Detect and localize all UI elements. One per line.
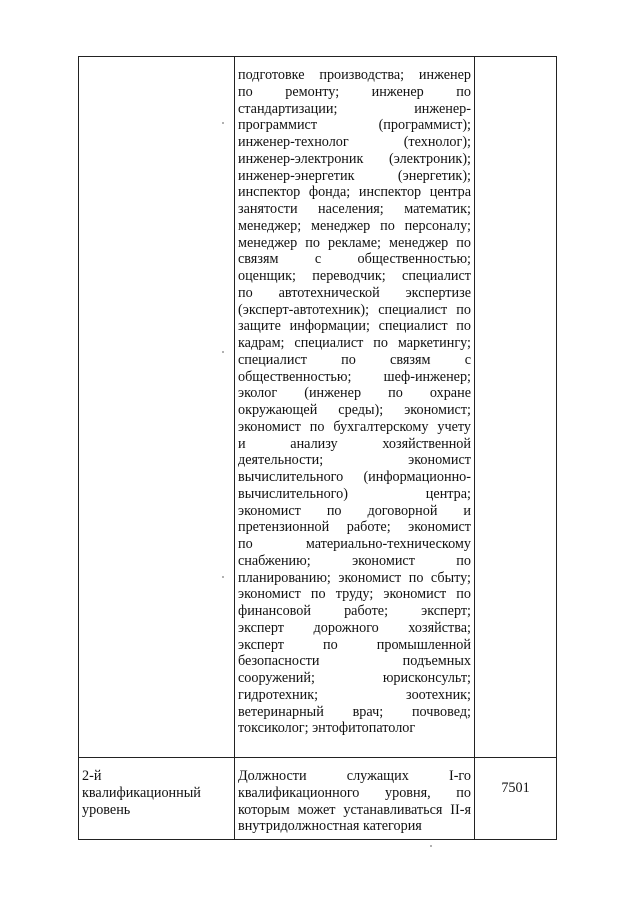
positions-cell <box>235 758 475 840</box>
table-row <box>79 758 557 840</box>
text-line: деятельности; экономист <box>238 452 471 469</box>
level-cell <box>79 758 235 840</box>
text-line: специалист по связям с <box>238 351 471 368</box>
text-line: программист (программист); <box>238 117 471 134</box>
text-line: экономист по бухгалтерскому учету <box>238 418 471 435</box>
scan-speck <box>222 576 224 578</box>
level-line: уровень <box>82 801 131 818</box>
text-line: инженер-технолог (технолог); <box>238 134 471 150</box>
text-line: инженер-электроник (электроник); <box>238 150 471 167</box>
text-line: менеджер по рекламе; менеджер по <box>238 234 471 251</box>
text-line: вычислительного (информационно- <box>238 469 471 485</box>
text-line: по материально-техническому <box>238 536 471 552</box>
table-row <box>79 57 557 758</box>
text-line: токсиколог; энтофитопатолог <box>238 720 416 737</box>
text-line: планированию; экономист по сбыту; <box>238 569 471 586</box>
text-line: стандартизации; инженер- <box>238 100 471 117</box>
text-line: экономист по договорной и <box>238 502 471 519</box>
text-line: претензионной работе; экономист <box>238 519 471 536</box>
level-cell-empty <box>79 57 235 758</box>
qualification-table <box>78 56 557 840</box>
scan-speck <box>222 122 224 124</box>
level-line: 2-й <box>82 768 102 784</box>
scan-speck <box>222 351 224 353</box>
text-line: менеджер; менеджер по персоналу; <box>238 217 471 234</box>
text-line: связям с общественностью; <box>238 251 471 268</box>
text-line: эколог (инженер по охране <box>238 385 471 402</box>
text-line: (эксперт-автотехник); специалист по <box>238 301 471 318</box>
positions-list <box>235 57 474 741</box>
text-line: оценщик; переводчик; специалист <box>238 268 471 284</box>
text-line: занятости населения; математик; <box>238 201 471 217</box>
text-line: кадрам; специалист по маркетингу; <box>238 335 471 351</box>
positions-cell <box>235 57 475 758</box>
text-line: вычислительного) центра; <box>238 485 471 502</box>
qualification-level <box>79 758 234 822</box>
text-line: подготовке производства; инженер <box>238 67 471 83</box>
positions-description <box>235 758 474 839</box>
salary-code: 7501 <box>501 780 530 796</box>
text-line: эксперт по промышленной <box>238 636 471 653</box>
text-line: ветеринарный врач; почвовед; <box>238 703 471 720</box>
text-line: эксперт дорожного хозяйства; <box>238 619 471 636</box>
text-line: экономист по труду; экономист по <box>238 586 471 603</box>
text-line: сооружений; юрисконсульт; <box>238 670 471 686</box>
scan-speck <box>430 845 432 847</box>
text-line: окружающей среды); экономист; <box>238 402 471 418</box>
text-line: внутридолжностная категория <box>238 818 422 835</box>
text-line: инспектор фонда; инспектор центра <box>238 184 471 201</box>
text-line: которым может устанавливаться II-я <box>238 801 471 818</box>
text-line: гидротехник; зоотехник; <box>238 686 471 703</box>
text-line: квалификационного уровня, по <box>238 784 471 801</box>
level-line: квалификационный <box>82 784 201 801</box>
text-line: по автотехнической экспертизе <box>238 284 471 301</box>
text-line: инженер-энергетик (энергетик); <box>238 167 471 184</box>
text-line: по ремонту; инженер по <box>238 83 471 100</box>
text-line: финансовой работе; эксперт; <box>238 603 471 619</box>
text-line: снабжению; экономист по <box>238 552 471 569</box>
code-cell-empty <box>475 57 557 758</box>
text-line: Должности служащих I-го <box>238 768 471 784</box>
text-line: и анализу хозяйственной <box>238 435 471 452</box>
text-line: общественностью; шеф-инженер; <box>238 368 471 385</box>
code-cell <box>475 758 557 840</box>
text-line: защите информации; специалист по <box>238 318 471 335</box>
text-line: безопасности подъемных <box>238 653 471 670</box>
